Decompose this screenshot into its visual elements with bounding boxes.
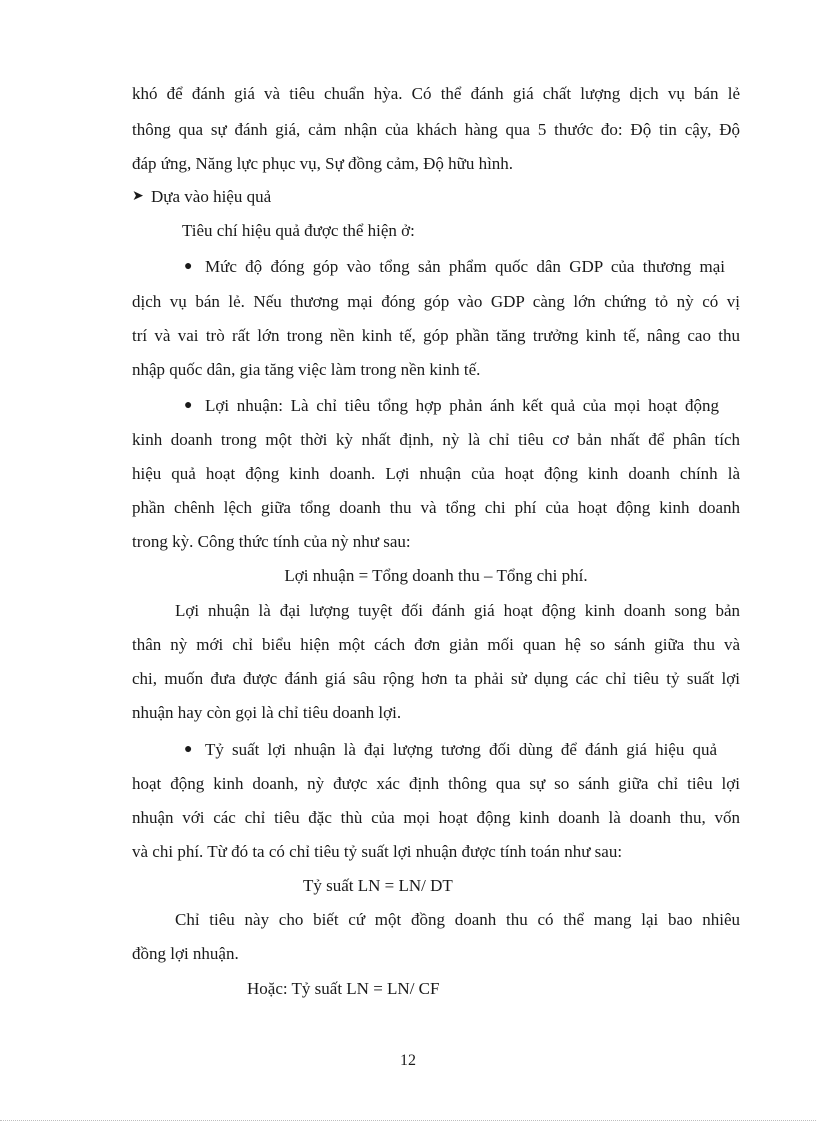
paragraph-line: trong kỳ. Công thức tính của nỳ như sau: xyxy=(132,532,411,551)
arrow-bullet-icon: ➤ xyxy=(132,189,144,204)
paragraph-line: Lợi nhuận là đại lượng tuyệt đối đánh giá hoạt động kinh doanh song bản xyxy=(175,601,740,620)
paragraph-line: phần chênh lệch giữa tổng doanh thu và tổng chi phí của hoạt động kinh doanh xyxy=(132,498,740,517)
paragraph-line: chi, muốn đưa được đánh giá sâu rộng hơn ta phải sử dụng các chỉ tiêu tỷ suất lợi xyxy=(132,669,740,688)
paragraph-line: Chỉ tiêu này cho biết cứ một đồng doanh thu có thể mang lại bao nhiêu xyxy=(175,910,740,929)
paragraph-line: khó để đánh giá và tiêu chuẩn hỳa. Có thể đánh giá chất lượng dịch vụ bán lẻ xyxy=(132,84,740,103)
paragraph-line: và chi phí. Từ đó ta có chỉ tiêu tỷ suất lợi nhuận được tính toán như sau: xyxy=(132,842,623,861)
bullet-icon: ● xyxy=(184,398,193,413)
paragraph-line: đáp ứng, Năng lực phục vụ, Sự đồng cảm, Độ hữu hình. xyxy=(132,154,514,173)
paragraph-line: trí và vai trò rất lớn trong nền kinh tế, góp phần tăng trưởng kinh tế, nâng cao thu xyxy=(132,326,740,345)
formula-ratio-revenue: Tỷ suất LN = LN/ DT xyxy=(303,876,453,895)
bullet-icon: ● xyxy=(184,742,193,757)
paragraph-line: thân nỳ mới chỉ biểu hiện một cách đơn giản mối quan hệ so sánh giữa thu và xyxy=(132,635,740,654)
bullet-icon: ● xyxy=(184,259,193,274)
bullet-item-line: Mức độ đóng góp vào tổng sản phẩm quốc dân GDP của thương mại xyxy=(205,257,725,276)
page-number: 12 xyxy=(400,1052,416,1069)
paragraph-line: nhuận hay còn gọi là chỉ tiêu doanh lợi. xyxy=(132,703,402,722)
paragraph-line: kinh doanh trong một thời kỳ nhất định, nỳ là chỉ tiêu cơ bản nhất để phân tích xyxy=(132,430,740,449)
paragraph-line: Tiêu chí hiệu quả được thể hiện ở: xyxy=(182,221,415,240)
paragraph-line: hiệu quả hoạt động kinh doanh. Lợi nhuận của hoạt động kinh doanh chính là xyxy=(132,464,740,483)
bullet-item-line: Lợi nhuận: Là chỉ tiêu tổng hợp phản ánh kết quả của mọi hoạt động xyxy=(205,396,719,415)
formula-ratio-cost: Hoặc: Tỷ suất LN = LN/ CF xyxy=(247,979,440,998)
paragraph-line: hoạt động kinh doanh, nỳ được xác định thông qua sự so sánh giữa chỉ tiêu lợi xyxy=(132,774,740,793)
page-bottom-rule xyxy=(0,1120,816,1121)
section-heading: Dựa vào hiệu quả xyxy=(151,187,272,206)
paragraph-line: thông qua sự đánh giá, cảm nhận của khách hàng qua 5 thước đo: Độ tin cậy, Độ xyxy=(132,120,740,139)
paragraph-line: dịch vụ bán lẻ. Nếu thương mại đóng góp vào GDP càng lớn chứng tỏ nỳ có vị xyxy=(132,292,740,311)
bullet-item-line: Tỷ suất lợi nhuận là đại lượng tương đối dùng để đánh giá hiệu quả xyxy=(205,740,717,759)
paragraph-line: nhuận với các chỉ tiêu đặc thù của mọi hoạt động kinh doanh là doanh thu, vốn xyxy=(132,808,740,827)
paragraph-line: nhập quốc dân, gia tăng việc làm trong nền kinh tế. xyxy=(132,360,481,379)
formula-profit: Lợi nhuận = Tổng doanh thu – Tổng chi phí. xyxy=(284,566,588,585)
paragraph-line: đồng lợi nhuận. xyxy=(132,944,239,963)
